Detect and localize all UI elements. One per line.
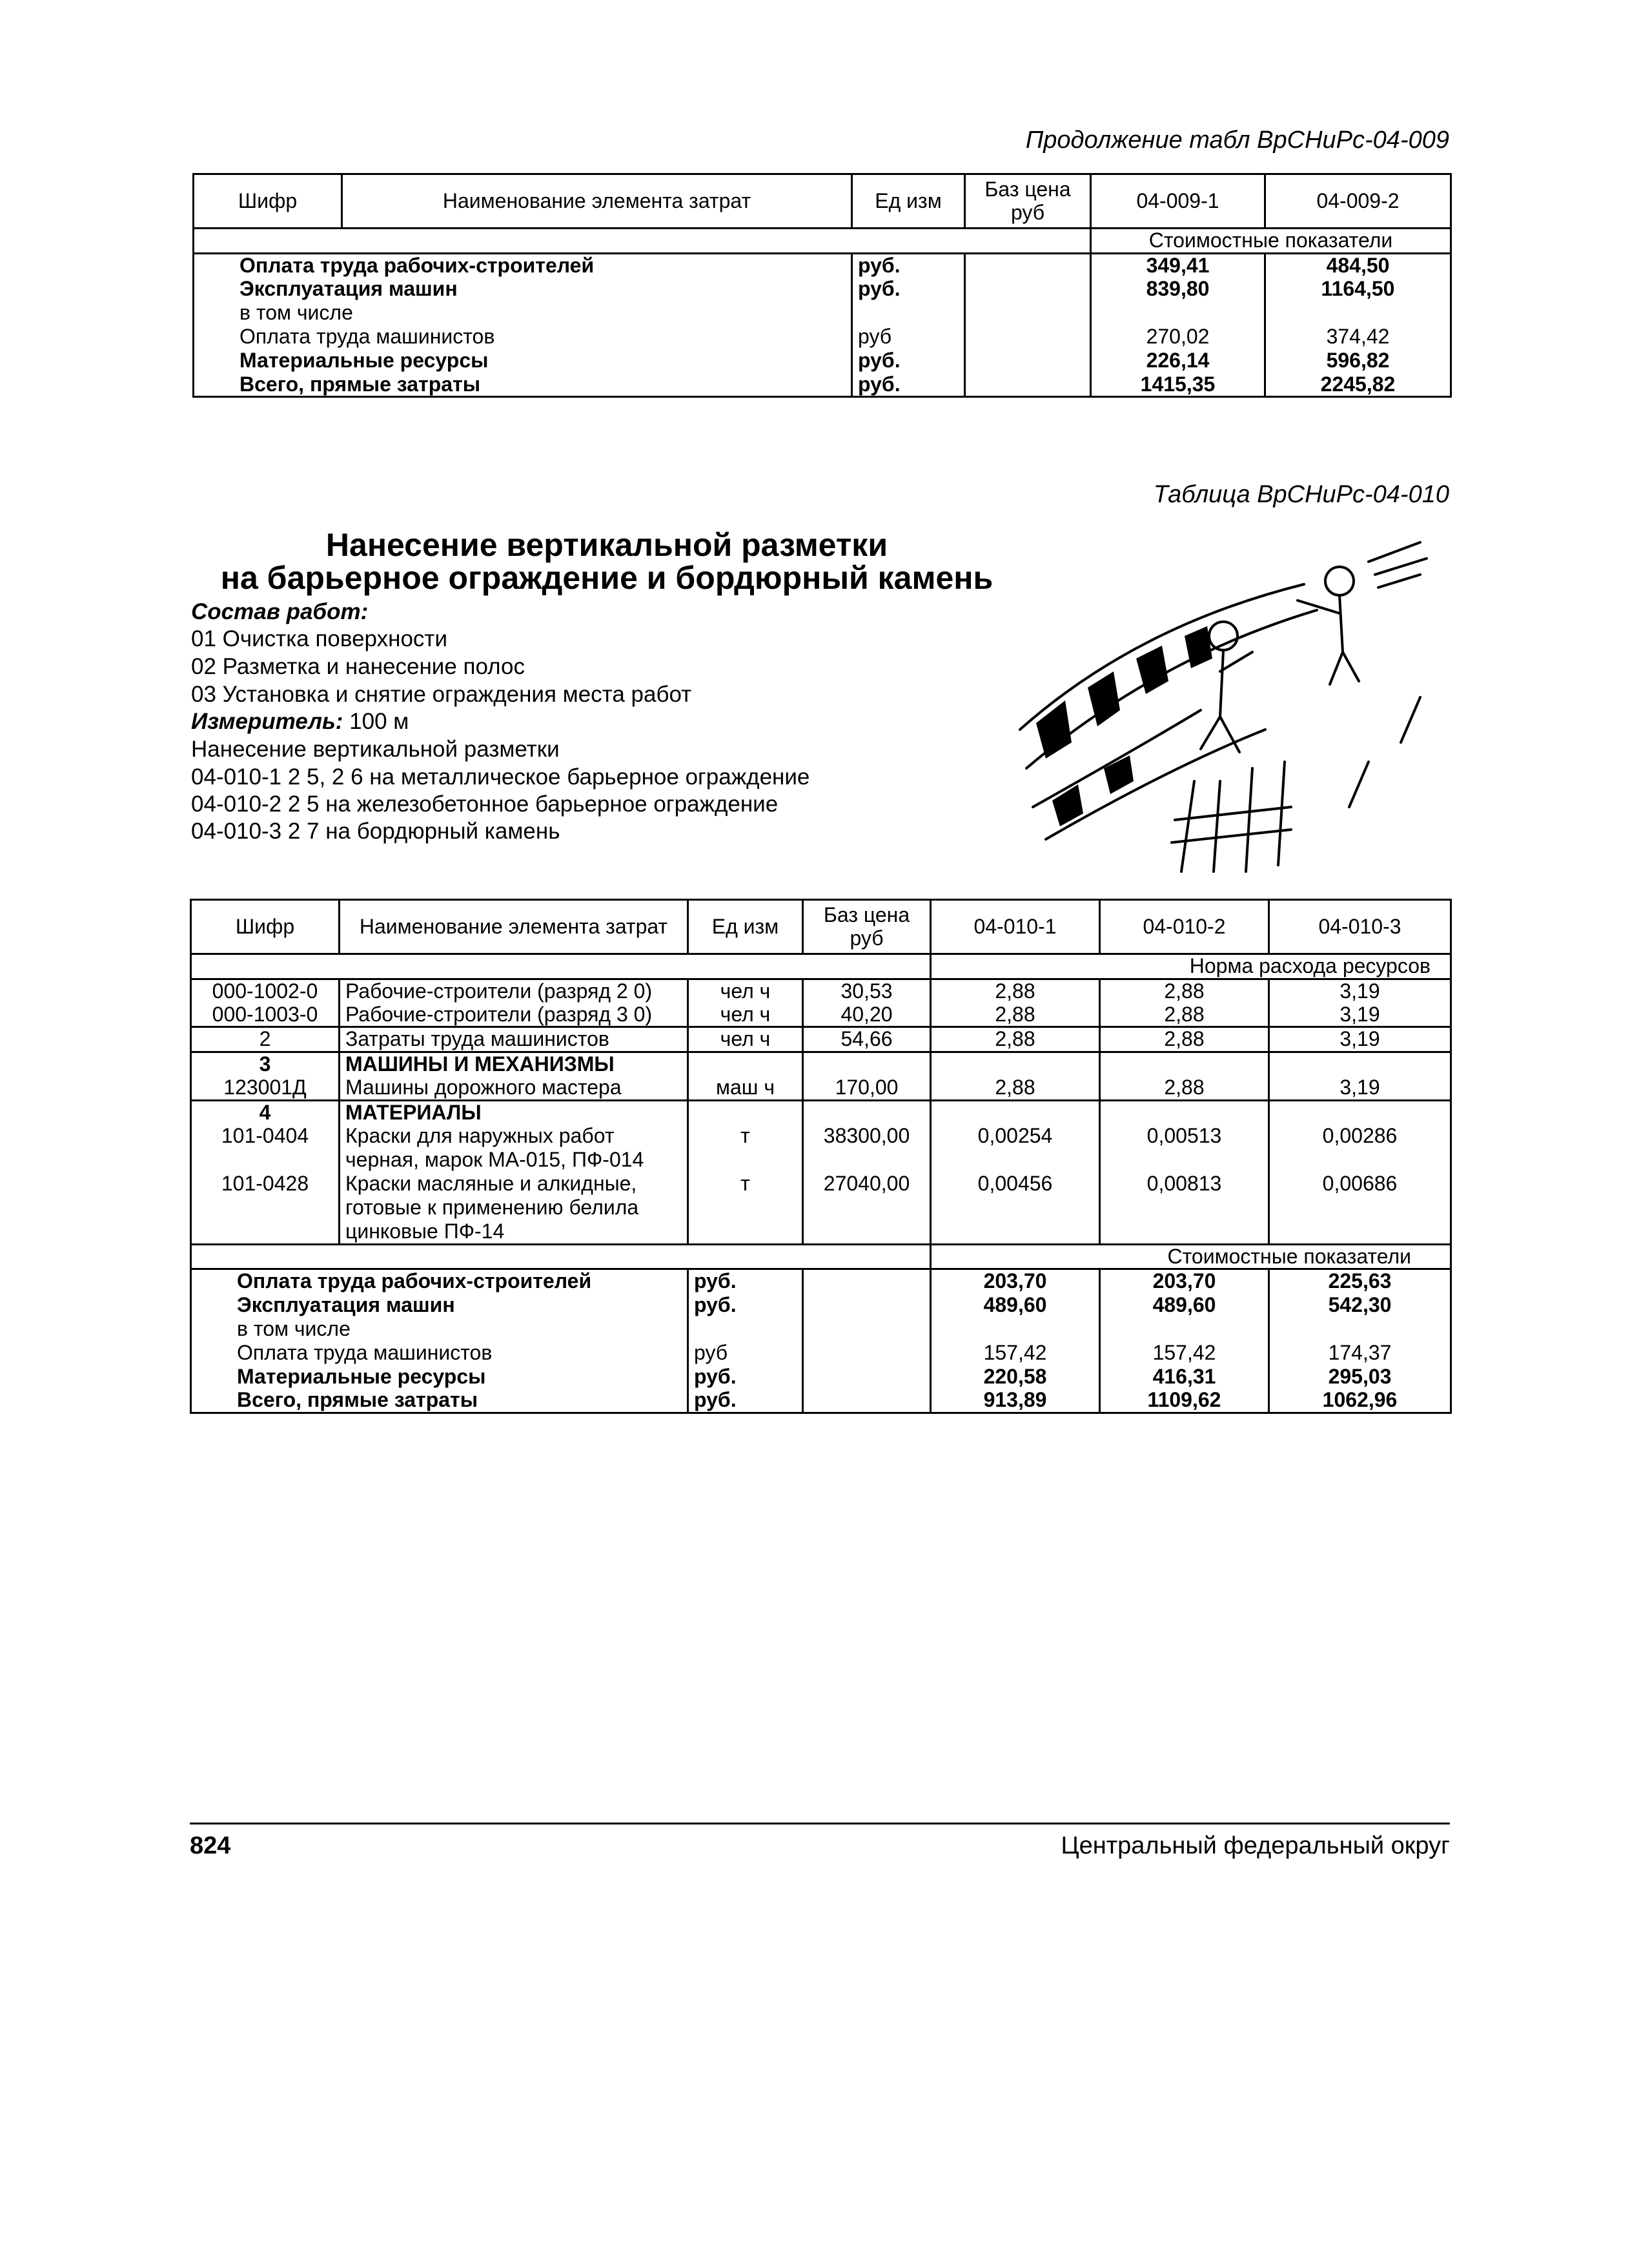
table-row: 2 Затраты труда машинистов чел ч 54,66 2,88 2,88 3,19 [191, 1027, 1451, 1052]
col-header-v2: 04-009-2 [1265, 174, 1451, 229]
norm-label: Норма расхода ресурсов [931, 954, 1451, 979]
measure-line [191, 709, 409, 735]
table-row: цинковые ПФ-14 [191, 1220, 1451, 1244]
section-label: Стоимостные показатели [1091, 229, 1451, 254]
table-row: 000-1003-0 Рабочие-строители (разряд 3 0) чел ч 40,20 2,88 2,88 3,19 [191, 1003, 1451, 1027]
continuation-caption: Продолжение табл ВрСНиРс-04-009 [1025, 127, 1449, 154]
col-header-price: Баз цена руб [965, 174, 1091, 229]
col-header-unit: Ед изм [852, 174, 965, 229]
table-row: 4 МАТЕРИАЛЫ [191, 1100, 1451, 1124]
col-header-v3: 04-010-3 [1269, 900, 1451, 954]
col-header-name: Наименование элемента затрат [340, 900, 688, 954]
col-header-price: Баз цена руб [803, 900, 931, 954]
col-header-code: Шифр [194, 174, 342, 229]
page-number: 824 [190, 1832, 231, 1859]
table-caption: Таблица ВрСНиРс-04-010 [1153, 481, 1449, 508]
col-header-name: Наименование элемента затрат [342, 174, 852, 229]
scope-item: 04-010-3 2 7 на бордюрный камень [191, 819, 560, 844]
work-item: 01 Очистка поверхности [191, 626, 447, 651]
col-header-v2: 04-010-2 [1100, 900, 1269, 954]
cost-label: Стоимостные показатели [931, 1244, 1451, 1269]
table-row: готовые к применению белила [191, 1196, 1451, 1220]
table-row: Оплата труда рабочих-строителей руб. 203,70 203,70 225,63 [191, 1269, 1451, 1293]
col-header-v1: 04-009-1 [1091, 174, 1265, 229]
measure-value: 100 м [343, 709, 409, 734]
table-04-010 [190, 899, 1452, 1414]
table-row: 123001Д Машины дорожного мастера маш ч 170,00 2,88 2,88 3,19 [191, 1076, 1451, 1100]
col-header-v1: 04-010-1 [931, 900, 1100, 954]
table-row: Оплата труда машинистов руб 157,42 157,42 174,37 [191, 1341, 1451, 1365]
table-row: Оплата труда рабочих-строителей руб. 349,41 484,50 [194, 253, 1451, 277]
col-header-code: Шифр [191, 900, 340, 954]
col-header-unit: Ед изм [688, 900, 803, 954]
footer-divider [190, 1823, 1450, 1824]
measure-label: Измеритель: [191, 709, 343, 734]
table-row: Эксплуатация машин руб. 489,60 489,60 542,30 [191, 1293, 1451, 1317]
table-row: черная, марок МА-015, ПФ-014 [191, 1149, 1451, 1172]
table-row: в том числе [194, 301, 1451, 325]
table-04-009 [192, 173, 1452, 398]
scope-title: Нанесение вертикальной разметки [191, 737, 560, 762]
table-row: Материальные ресурсы руб. 226,14 596,82 [194, 349, 1451, 373]
work-item: 03 Установка и снятие ограждения места работ [191, 682, 692, 707]
table-row: 3 МАШИНЫ И МЕХАНИЗМЫ [191, 1052, 1451, 1076]
scope-item: 04-010-2 2 5 на железобетонное барьерное ограждение [191, 792, 779, 817]
table-row: Материальные ресурсы руб. 220,58 416,31 295,03 [191, 1365, 1451, 1389]
table-row: Оплата труда машинистов руб 270,02 374,42 [194, 325, 1451, 349]
table-row: 000-1002-0 Рабочие-строители (разряд 2 0) чел ч 30,53 2,88 2,88 3,19 [191, 979, 1451, 1003]
scope-item: 04-010-1 2 5, 2 6 на металлическое барьерное ограждение [191, 764, 810, 790]
table-row: 101-0404 Краски для наружных работ т 38300,00 0,00254 0,00513 0,00286 [191, 1125, 1451, 1149]
table-row: Эксплуатация машин руб. 839,80 1164,50 [194, 278, 1451, 301]
work-composition-header: Состав работ: [191, 599, 369, 624]
section-title-line1: Нанесение вертикальной разметки [325, 527, 888, 563]
barrier-painting-illustration [1007, 536, 1459, 884]
table-row: Всего, прямые затраты руб. 913,89 1109,62 1062,96 [191, 1389, 1451, 1413]
footer-region: Центральный федеральный округ [1061, 1832, 1450, 1859]
table-row: 101-0428 Краски масляные и алкидные, т 27040,00 0,00456 0,00813 0,00686 [191, 1172, 1451, 1196]
table-row: Всего, прямые затраты руб. 1415,35 2245,82 [194, 373, 1451, 397]
work-item: 02 Разметка и нанесение полос [191, 654, 525, 679]
section-title-line2: на барьерное ограждение и бордюрный камень [220, 560, 993, 596]
table-row: в том числе [191, 1317, 1451, 1341]
